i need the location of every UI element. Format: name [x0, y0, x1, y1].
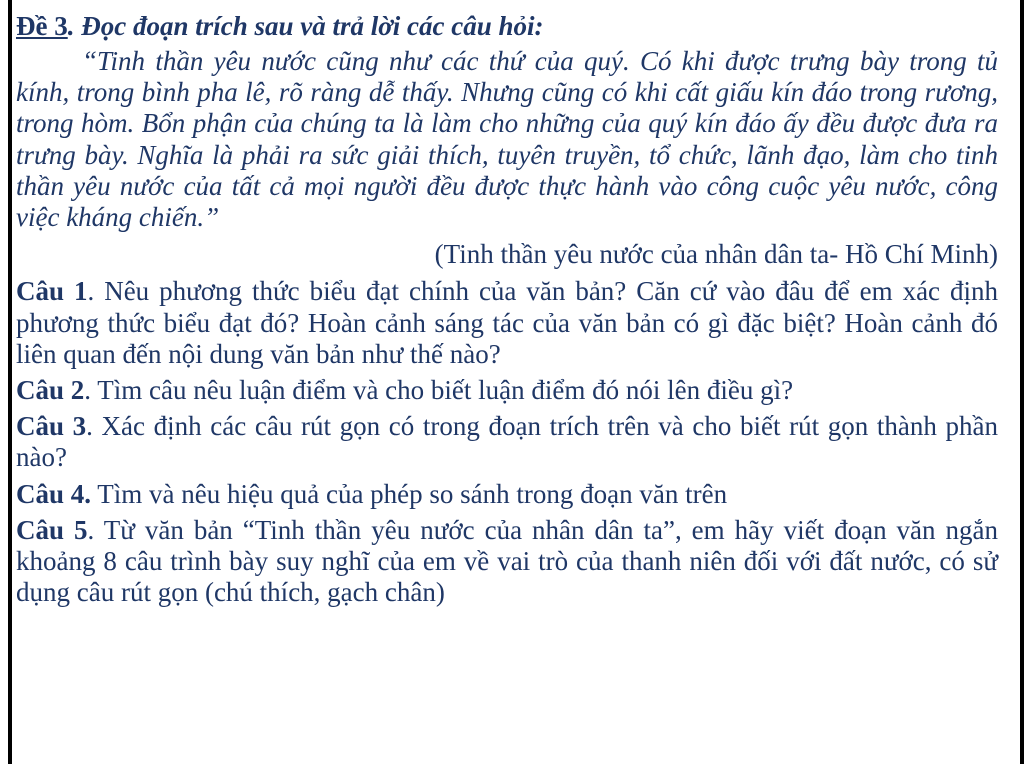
question-5	[16, 515, 998, 609]
question-text: . Tìm câu nêu luận điểm và cho biết luận điểm đó nói lên điều gì?	[84, 375, 794, 406]
question-label: Câu 4.	[16, 478, 92, 509]
question-4	[16, 479, 998, 510]
excerpt-passage: “Tinh thần yêu nước cũng như các thứ của quý. Có khi được trưng bày trong tủ kính, trong bình pha lê, rõ ràng dễ thấy. Nhưng cũng có khi cất giấu kín đáo trong rương, trong hòm. Bổn phận của chúng ta là làm cho những của quý kín đáo ấy đều được đưa ra trưng bày. Nghĩa là phải ra sức giải thích, tuyên truyền, tổ chức, lãnh đạo, làm cho tinh thần yêu nước của tất cả mọi người đều được thực hành vào công cuộc yêu nước, công việc kháng chiến.”	[16, 46, 998, 233]
question-label: Câu 5	[16, 514, 88, 545]
question-text: . Xác định các câu rút gọn có trong đoạn trích trên và cho biết rút gọn thành phần nào?	[16, 411, 999, 473]
exam-document	[8, 0, 1024, 764]
question-3	[16, 411, 998, 473]
question-label: Câu 1	[16, 276, 88, 307]
exam-title	[16, 10, 998, 42]
question-label: Câu 2	[16, 375, 85, 406]
question-2	[16, 375, 998, 406]
question-text: . Từ văn bản “Tinh thần yêu nước của nhân dân ta”, em hãy viết đoạn văn ngắn khoảng 8 câu trình bày suy nghĩ của em về vai trò của thanh niên đối với đất nước, có sử dụng câu rút gọn (chú thích, gạch chân)	[16, 514, 999, 608]
question-text: Tìm và nêu hiệu quả của phép so sánh trong đoạn văn trên	[91, 478, 728, 509]
exam-instruction: . Đọc đoạn trích sau và trả lời các câu hỏi:	[67, 11, 544, 41]
exam-number: Đề 3	[16, 11, 68, 41]
excerpt-source: (Tinh thần yêu nước của nhân dân ta- Hồ Chí Minh)	[434, 239, 998, 270]
question-1	[16, 276, 998, 370]
question-text: . Nêu phương thức biểu đạt chính của văn bản? Căn cứ vào đâu để em xác định phương thức biểu đạt đó? Hoàn cảnh sáng tác của văn bản có gì đặc biệt? Hoàn cảnh đó liên quan đến nội dung văn bản như thế nào?	[16, 276, 999, 369]
question-label: Câu 3	[16, 411, 87, 442]
